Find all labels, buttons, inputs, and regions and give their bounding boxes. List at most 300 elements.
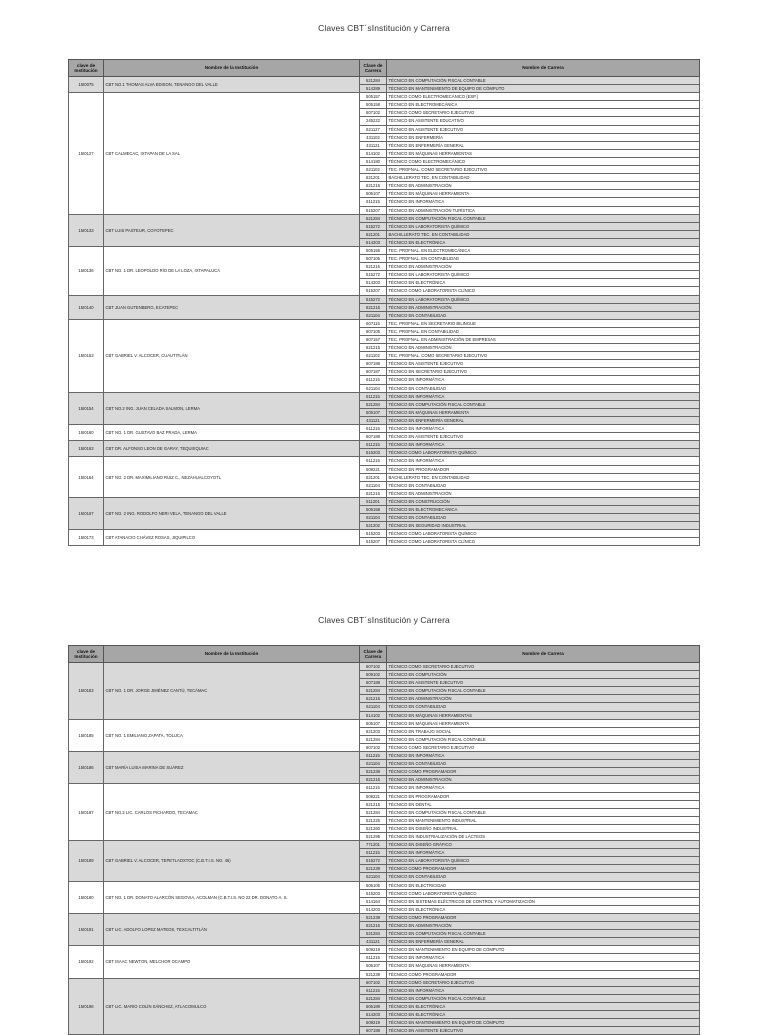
institution-group <box>69 392 700 424</box>
career-name: TÉCNICO EN ADMINISTRACIÓN <box>387 344 700 352</box>
career-key: 521284 <box>360 400 387 408</box>
career-key: 621215 <box>360 182 387 190</box>
institution-key: 15I0191 <box>69 913 104 945</box>
career-name: TÉCNICO COMO SECRETARIO EJECUTIVO <box>387 663 700 671</box>
career-key: 514102 <box>360 711 387 719</box>
career-name: TÉCNICO COMO LABORATORISTA QUÍMICO <box>387 530 700 538</box>
career-key: 505107 <box>360 719 387 727</box>
career-key: 505189 <box>360 1002 387 1010</box>
career-key: 521284 <box>360 930 387 938</box>
career-name: TÉCNICO COMO ELECTROMECÁNICO (ESP.) <box>387 93 700 101</box>
career-name: TÉCNICO EN INFORMÁTICA <box>387 392 700 400</box>
career-key: 611215 <box>360 441 387 449</box>
career-name: TÉCNICO EN PROGRAMADOR <box>387 792 700 800</box>
institution-key: 15I0190 <box>69 881 104 913</box>
career-key: 521284 <box>360 214 387 222</box>
career-key: 505107 <box>360 962 387 970</box>
institution-group <box>69 913 700 945</box>
career-key: 511201 <box>360 497 387 505</box>
header-institution-key: clave de Institución <box>69 646 104 663</box>
career-key: 621127 <box>360 125 387 133</box>
career-name: TÉCNICO EN ASISTENTE EJECUTIVO <box>387 125 700 133</box>
career-key: 431121 <box>360 938 387 946</box>
career-name: TÉCNICO EN ELECTRÓNICA <box>387 905 700 913</box>
career-key: 607188 <box>360 360 387 368</box>
career-key: 611215 <box>360 457 387 465</box>
career-name: TÉCNICO EN ADMINISTRACIÓN <box>387 489 700 497</box>
career-key: 505158 <box>360 101 387 109</box>
institution-name: CBT LUIS PASTEUR, COYOTEPEC <box>104 214 360 246</box>
institution-name: CBT ISAAC NEWTON, MELCHOR OCAMPO <box>104 946 360 978</box>
institution-group <box>69 663 700 720</box>
career-name: BACHILLERATO TEC. EN CONTABILIDAD <box>387 174 700 182</box>
career-key: 607102 <box>360 109 387 117</box>
career-key: 521284 <box>360 77 387 85</box>
career-name: TÉCNICO COMO LABORATORISTA QUÍMICO <box>387 449 700 457</box>
institution-group <box>69 497 700 529</box>
header-career-name: Nombre de Carrera <box>387 646 700 663</box>
career-name: TEC. PROFNAL. EN CONTABILIDAD <box>387 327 700 335</box>
career-name: TÉCNICO COMO LABORATORISTA QUÍMICO <box>387 889 700 897</box>
career-name: TÉCNICO EN COMPUTACIÓN FISCAL CONTABLE <box>387 808 700 816</box>
career-name: TÉCNICO COMO SECRETARIO EJECUTIVO <box>387 978 700 986</box>
career-key: 621104 <box>360 873 387 881</box>
career-key: 621102 <box>360 166 387 174</box>
career-key: 514203 <box>360 279 387 287</box>
header-institution-key: clave de Institución <box>69 60 104 77</box>
institution-name: CBT GABRIEL V. ALCOCER, CUAUTITLÁN <box>104 319 360 392</box>
career-name: TÉCNICO COMO PROGRAMADOR <box>387 768 700 776</box>
career-key: 621215 <box>360 922 387 930</box>
career-key: 621104 <box>360 760 387 768</box>
institution-group <box>69 946 700 978</box>
career-key: 515272 <box>360 857 387 865</box>
career-key: 505105 <box>360 881 387 889</box>
institution-career-table <box>68 645 700 1035</box>
institution-key: 15I0127 <box>69 93 104 214</box>
career-name: TÉCNICO EN ELECTRÓNICA <box>387 1011 700 1019</box>
institution-name: CBT NO. 1 DR. GUSTAVO BAZ PRADA, LERMA <box>104 425 360 441</box>
institution-key: 15I0164 <box>69 457 104 497</box>
career-key: 621201 <box>360 174 387 182</box>
career-name: TÉCNICO EN INFORMÁTICA <box>387 198 700 206</box>
page-title: Claves CBT´sInstitución y Carrera <box>318 615 450 625</box>
table-row <box>69 978 700 986</box>
table-row <box>69 913 700 921</box>
institution-key: 15I0185 <box>69 719 104 751</box>
career-key: 611215 <box>360 425 387 433</box>
institution-group <box>69 425 700 441</box>
institution-group <box>69 978 700 1035</box>
career-key: 621104 <box>360 311 387 319</box>
career-key: 611215 <box>360 849 387 857</box>
career-name: TÉCNICO EN SISTEMAS ELÉCTRICOS DE CONTROL Y AUTOMATIZACIÓN <box>387 897 700 905</box>
career-name: TÉCNICO EN SECRETARIO EJECUTIVO <box>387 368 700 376</box>
career-name: TÉCNICO EN INFORMÁTICA <box>387 784 700 792</box>
header-institution-name: Nombre de la Institución <box>104 646 360 663</box>
career-key: 621215 <box>360 344 387 352</box>
institution-group <box>69 214 700 246</box>
career-name: TÉCNICO EN ENFERMERÍA GENERAL <box>387 416 700 424</box>
table-row <box>69 77 700 85</box>
table-row <box>69 530 700 538</box>
career-key: 621215 <box>360 303 387 311</box>
career-name: TÉCNICO EN ELECTRÓNICA <box>387 1002 700 1010</box>
career-key: 621215 <box>360 695 387 703</box>
career-name: TÉCNICO EN CONTABILIDAD <box>387 873 700 881</box>
institution-name: CBT NO.2 ING. JUAN CELADA SALMON, LERMA <box>104 392 360 424</box>
career-key: 515207 <box>360 538 387 546</box>
career-name: TEC. PROFNAL. COMO SECRETARIO EJECUTIVO <box>387 352 700 360</box>
career-key: 515203 <box>360 889 387 897</box>
career-name: TÉCNICO EN ELECTROMECÁNICA <box>387 101 700 109</box>
career-key: 607157 <box>360 336 387 344</box>
career-name: TÉCNICO EN MÁQUINAS HERRAMIENTA <box>387 408 700 416</box>
career-name: TÉCNICO EN ELECTRÓNICA <box>387 279 700 287</box>
career-key: 515272 <box>360 295 387 303</box>
career-key: 621104 <box>360 481 387 489</box>
career-name: TÉCNICO EN CONSTRUCCIÓN <box>387 497 700 505</box>
career-key: 607102 <box>360 978 387 986</box>
career-name: TÉCNICO EN ENFERMERÍA GENERAL <box>387 938 700 946</box>
institution-name: CBT LIC. ADOLFO LOPEZ MATEOS, TEXCALTITLÁN <box>104 913 360 945</box>
career-name: TÉCNICO EN ADMINISTRACIÓN <box>387 263 700 271</box>
career-name: TÉCNICO EN CONTABILIDAD <box>387 384 700 392</box>
career-key: 505107 <box>360 190 387 198</box>
header-career-key: Clave de Carrera <box>360 646 387 663</box>
career-key: 521284 <box>360 994 387 1002</box>
career-key: 607105 <box>360 327 387 335</box>
institution-name: CBT NO. 1 DR. JORGE JIMÉNEZ CANTÚ, TECÁMAC <box>104 663 360 720</box>
career-name: TEC. PROFNAL. EN SECRETARIO BILINGUE <box>387 319 700 327</box>
career-name: TÉCNICO EN INFORMÁTICA <box>387 986 700 994</box>
career-name: TÉCNICO COMO PROGRAMADOR <box>387 865 700 873</box>
career-name: TÉCNICO COMO SECRETARIO EJECUTIVO <box>387 743 700 751</box>
institution-name: CBT NO.1 THOMAS ALVA EDISON, TENANGO DEL VALLE <box>104 77 360 93</box>
career-key: 509219 <box>360 946 387 954</box>
career-name: TÉCNICO EN COMPUTACIÓN FISCAL CONTABLE <box>387 735 700 743</box>
institution-key: 15I0133 <box>69 214 104 246</box>
career-key: 515207 <box>360 287 387 295</box>
institution-key: 15I0186 <box>69 752 104 784</box>
career-key: 521295 <box>360 832 387 840</box>
institution-name: CBT NO. 2 DR. MAXIMILIANO RUIZ C., NEZAHUALCOYOTL <box>104 457 360 497</box>
institution-key: 15I0187 <box>69 784 104 841</box>
career-name: TÉCNICO EN ELECTROMECÁNICA <box>387 505 700 513</box>
institution-key: 15I0160 <box>69 425 104 441</box>
career-key: 607115 <box>360 319 387 327</box>
career-name: TÉCNICO EN MANTENIMIENTO DE EQUIPO DE CÓMPUTO <box>387 85 700 93</box>
career-key: 621215 <box>360 263 387 271</box>
career-name: TÉCNICO EN ENFERMERÍA GENERAL <box>387 141 700 149</box>
career-key: 245222 <box>360 117 387 125</box>
career-key: 607188 <box>360 433 387 441</box>
career-name: TEC. PROFNAL. EN ADMINISTRACIÓN DE EMPRESAS <box>387 336 700 344</box>
career-name: TEC. PROFNAL. EN ELECTROMECÁNICA <box>387 246 700 254</box>
career-name: TÉCNICO EN COMPUTACIÓN FISCAL CONTABLE <box>387 930 700 938</box>
institution-key: 15I0192 <box>69 946 104 978</box>
career-key: 509102 <box>360 671 387 679</box>
career-key: 514102 <box>360 149 387 157</box>
career-key: 621215 <box>360 489 387 497</box>
career-key: 431102 <box>360 133 387 141</box>
career-key: 621215 <box>360 800 387 808</box>
page-title: Claves CBT´sInstitución y Carrera <box>318 23 450 33</box>
header-institution-name: Nombre de la Institución <box>104 60 360 77</box>
career-name: TÉCNICO EN ASISTENTE EDUCATIVO <box>387 117 700 125</box>
career-name: TÉCNICO EN ADMINISTRACIÓN <box>387 922 700 930</box>
career-key: 615207 <box>360 206 387 214</box>
institution-group <box>69 841 700 881</box>
career-key: 514203 <box>360 1011 387 1019</box>
career-name: TÉCNICO EN MÁQUINAS HERRAMIENTAS <box>387 149 700 157</box>
career-name: TÉCNICO EN CONTABILIDAD <box>387 703 700 711</box>
career-key: 505158 <box>360 505 387 513</box>
career-name: BACHILLERATO TEC. EN CONTABILIDAD <box>387 230 700 238</box>
career-key: 621203 <box>360 727 387 735</box>
institution-key: 15I0183 <box>69 663 104 720</box>
career-key: 611215 <box>360 392 387 400</box>
institution-name: CBT CALMECAC, IXTAPAN DE LA SAL <box>104 93 360 214</box>
table-row <box>69 946 700 954</box>
career-name: TÉCNICO EN MANTENIMIENTO EN EQUIPO DE CÓMPUTO <box>387 1019 700 1027</box>
institution-key: 15I0075 <box>69 77 104 93</box>
institution-name: CBT NO. 1 DR. DONATO ALARCÓN SEGOVIA, ACOLMAN (C.B.T.I.S. NO 22 DR. DONATO A. S. <box>104 881 360 913</box>
institution-key: 15I0154 <box>69 392 104 424</box>
institution-key: 15I0173 <box>69 530 104 546</box>
career-name: TÉCNICO EN ENFERMERÍA <box>387 133 700 141</box>
career-key: 521239 <box>360 970 387 978</box>
career-key: 521239 <box>360 913 387 921</box>
career-key: 431121 <box>360 141 387 149</box>
career-key: 607188 <box>360 1027 387 1035</box>
career-key: 611215 <box>360 954 387 962</box>
career-key: 607188 <box>360 679 387 687</box>
institution-name: CBT DR. ALFONSO LEON DE GARAY, TEQUIXQUIAC <box>104 441 360 457</box>
career-key: 607187 <box>360 368 387 376</box>
career-name: TÉCNICO COMO LABORATORISTA CLÍNICO <box>387 538 700 546</box>
career-name: TÉCNICO EN COMPUTACIÓN FISCAL CONTABLE <box>387 994 700 1002</box>
institution-group <box>69 784 700 841</box>
career-name: TÉCNICO EN INFORMÁTICA <box>387 954 700 962</box>
career-key: 521284 <box>360 687 387 695</box>
career-key: 621201 <box>360 230 387 238</box>
career-name: TÉCNICO EN ADMINISTRACIÓN <box>387 182 700 190</box>
career-key: 611215 <box>360 376 387 384</box>
career-name: TEC. PROFNAL. COMO SECRETARIO EJECUTIVO <box>387 166 700 174</box>
career-name: TÉCNICO EN INFORMÁTICA <box>387 752 700 760</box>
career-key: 505156 <box>360 246 387 254</box>
table-row <box>69 392 700 400</box>
table-row <box>69 663 700 671</box>
career-key: 621104 <box>360 384 387 392</box>
table-row <box>69 841 700 849</box>
career-name: TÉCNICO EN DISEÑO GRÁFICO <box>387 841 700 849</box>
career-key: 514180 <box>360 157 387 165</box>
career-name: TÉCNICO EN CONTABILIDAD <box>387 760 700 768</box>
career-key: 521284 <box>360 808 387 816</box>
institution-group <box>69 246 700 295</box>
career-key: 521225 <box>360 816 387 824</box>
table-row <box>69 246 700 254</box>
career-name: BACHILLERATO TEC. EN CONTABILIDAD <box>387 473 700 481</box>
institution-name: CBT ATANACIO CHÁVEZ ROSAS, JIQUIPILCO <box>104 530 360 546</box>
institution-group <box>69 752 700 784</box>
table-row <box>69 719 700 727</box>
career-key: 611215 <box>360 198 387 206</box>
career-key: 514164 <box>360 897 387 905</box>
table-row <box>69 214 700 222</box>
career-name: TÉCNICO EN ADMINISTRACIÓN <box>387 303 700 311</box>
career-name: TÉCNICO EN ASISTENTE EJECUTIVO <box>387 433 700 441</box>
career-name: TÉCNICO EN ADMINISTRACIÓN <box>387 695 700 703</box>
header-career-name: Nombre de Carrera <box>387 60 700 77</box>
institution-group <box>69 93 700 214</box>
career-key: 771201 <box>360 841 387 849</box>
career-key: 514289 <box>360 85 387 93</box>
career-name: TÉCNICO EN INFORMÁTICA <box>387 425 700 433</box>
career-key: 515272 <box>360 222 387 230</box>
career-name: TÉCNICO EN TRABAJO SOCIAL <box>387 727 700 735</box>
career-key: 621215 <box>360 776 387 784</box>
table-row <box>69 881 700 889</box>
career-name: TÉCNICO EN COMPUTACIÓN FISCAL CONTABLE <box>387 77 700 85</box>
career-key: 515272 <box>360 271 387 279</box>
table-row <box>69 319 700 327</box>
career-key: 514203 <box>360 905 387 913</box>
career-name: TÉCNICO EN DENTAL <box>387 800 700 808</box>
career-key: 611215 <box>360 752 387 760</box>
career-name: TEC. PROFNAL. EN CONTABILIDAD <box>387 255 700 263</box>
table-row <box>69 441 700 449</box>
institution-name: CBT GABRIEL V. ALCOCER, TEPETLAOXTOC (C.B.T.I.S. NO. 46) <box>104 841 360 881</box>
career-name: TÉCNICO EN SEGURIDAD INDUSTRIAL <box>387 522 700 530</box>
career-name: TÉCNICO COMO ELECTROMECÁNICO <box>387 157 700 165</box>
career-key: 509219 <box>360 1019 387 1027</box>
institution-name: CBT NO. 1 EMILIANO ZAPATA, TOLUCA <box>104 719 360 751</box>
career-key: 509221 <box>360 465 387 473</box>
institution-name: CBT MARÍA LUISA MARINA DE SUÁREZ <box>104 752 360 784</box>
career-key: 505107 <box>360 408 387 416</box>
institution-name: CBT LIC. MARIO COLÍN SÁNCHEZ, ATLACOMULCO <box>104 978 360 1035</box>
career-name: TÉCNICO EN CONTABILIDAD <box>387 481 700 489</box>
career-name: TÉCNICO EN ASISTENTE EJECUTIVO <box>387 1027 700 1035</box>
institution-name: CBT JUAN GUTENBERG, ECATEPEC <box>104 295 360 319</box>
institution-key: 15I0167 <box>69 497 104 529</box>
institution-career-table <box>68 59 700 546</box>
career-name: TÉCNICO EN ASISTENTE EJECUTIVO <box>387 679 700 687</box>
career-key: 607102 <box>360 663 387 671</box>
career-name: TÉCNICO EN INFORMÁTICA <box>387 376 700 384</box>
table-row <box>69 425 700 433</box>
career-name: TÉCNICO COMO SECRETARIO EJECUTIVO <box>387 109 700 117</box>
career-name: TÉCNICO EN INFORMÁTICA <box>387 441 700 449</box>
career-key: 621104 <box>360 703 387 711</box>
career-name: TÉCNICO EN DISEÑO INDUSTRIAL <box>387 824 700 832</box>
career-name: TÉCNICO EN LABORATORISTA QUÍMICO <box>387 857 700 865</box>
institution-group <box>69 77 700 93</box>
career-name: TÉCNICO COMO PROGRAMADOR <box>387 970 700 978</box>
institution-group <box>69 530 700 546</box>
institution-group <box>69 319 700 392</box>
career-name: TÉCNICO EN MÁQUINAS HERRAMIENTA <box>387 719 700 727</box>
institution-group <box>69 457 700 497</box>
career-name: TÉCNICO COMO PROGRAMADOR <box>387 913 700 921</box>
career-key: 607105 <box>360 255 387 263</box>
career-name: TÉCNICO EN ASISTENTE EJECUTIVO <box>387 360 700 368</box>
career-name: TÉCNICO EN COMPUTACIÓN <box>387 671 700 679</box>
career-name: TÉCNICO EN ADMINISTRACIÓN <box>387 776 700 784</box>
career-name: TÉCNICO COMO LABORATORISTA CLÍNICO <box>387 287 700 295</box>
career-name: TÉCNICO EN CONTABILIDAD <box>387 311 700 319</box>
career-name: TÉCNICO EN COMPUTACIÓN FISCAL CONTABLE <box>387 214 700 222</box>
career-name: TÉCNICO EN INDUSTRIALIZACIÓN DE LÁCTEOS <box>387 832 700 840</box>
institution-key: 15I0153 <box>69 319 104 392</box>
career-key: 521202 <box>360 522 387 530</box>
career-key: 509221 <box>360 792 387 800</box>
institution-key: 15I0189 <box>69 841 104 881</box>
institution-key: 15I0196 <box>69 978 104 1035</box>
institution-name: CBT NO. 1 DR. LEOPOLDO RÍO DE LA LOZA, IXTAPALUCA <box>104 246 360 295</box>
career-key: 621104 <box>360 514 387 522</box>
institution-group <box>69 881 700 913</box>
career-name: TÉCNICO EN MÁQUINAS HERRAMIENTAS <box>387 711 700 719</box>
career-key: 515203 <box>360 449 387 457</box>
institution-name: CBT NO. 2 ING. RODOLFO NERI VELA, TENANGO DEL VALLE <box>104 497 360 529</box>
institution-group <box>69 719 700 751</box>
table-row <box>69 497 700 505</box>
career-name: TÉCNICO EN ADMINISTRACIÓN TURÍSTICA <box>387 206 700 214</box>
career-name: TÉCNICO EN COMPUTACIÓN FISCAL CONTABLE <box>387 687 700 695</box>
table-row <box>69 752 700 760</box>
table-row <box>69 295 700 303</box>
career-name: TÉCNICO EN PROGRAMADOR <box>387 465 700 473</box>
career-key: 611215 <box>360 784 387 792</box>
career-name: TÉCNICO EN MANTENIMIENTO INDUSTRIAL <box>387 816 700 824</box>
career-name: TÉCNICO EN INFORMÁTICA <box>387 457 700 465</box>
institution-key: 15I0163 <box>69 441 104 457</box>
institution-group <box>69 441 700 457</box>
career-name: TÉCNICO EN ELECTRÓNICA <box>387 238 700 246</box>
career-key: 621201 <box>360 473 387 481</box>
career-name: TÉCNICO EN MANTENIMIENTO EN EQUIPO DE CÓMPUTO <box>387 946 700 954</box>
career-key: 607102 <box>360 743 387 751</box>
career-name: TÉCNICO EN CONTABILIDAD <box>387 514 700 522</box>
table-row <box>69 457 700 465</box>
career-name: TÉCNICO EN ELECTRICIDAD <box>387 881 700 889</box>
career-key: 515203 <box>360 530 387 538</box>
table-row <box>69 784 700 792</box>
table-row <box>69 93 700 101</box>
career-key: 431121 <box>360 416 387 424</box>
institution-name: CBT NO.2 LIC. CARLOS PICHARDO, TECAMAC <box>104 784 360 841</box>
career-name: TÉCNICO EN LABORATORISTA QUÍMICO <box>387 295 700 303</box>
career-key: 611215 <box>360 986 387 994</box>
career-name: TÉCNICO EN MÁQUINAS HERRAMIENTA <box>387 962 700 970</box>
career-name: TÉCNICO EN INFORMÁTICA <box>387 849 700 857</box>
career-key: 521239 <box>360 768 387 776</box>
header-career-key: Clave de Carrera <box>360 60 387 77</box>
institution-key: 15I0140 <box>69 295 104 319</box>
institution-group <box>69 295 700 319</box>
career-key: 521239 <box>360 865 387 873</box>
career-name: TÉCNICO EN LABORATORISTA QUÍMICO <box>387 222 700 230</box>
career-key: 521260 <box>360 824 387 832</box>
career-name: TÉCNICO EN MÁQUINAS HERRAMIENTA <box>387 190 700 198</box>
career-key: 505157 <box>360 93 387 101</box>
career-name: TÉCNICO EN LABORATORISTA QUÍMICO <box>387 271 700 279</box>
career-key: 521284 <box>360 735 387 743</box>
